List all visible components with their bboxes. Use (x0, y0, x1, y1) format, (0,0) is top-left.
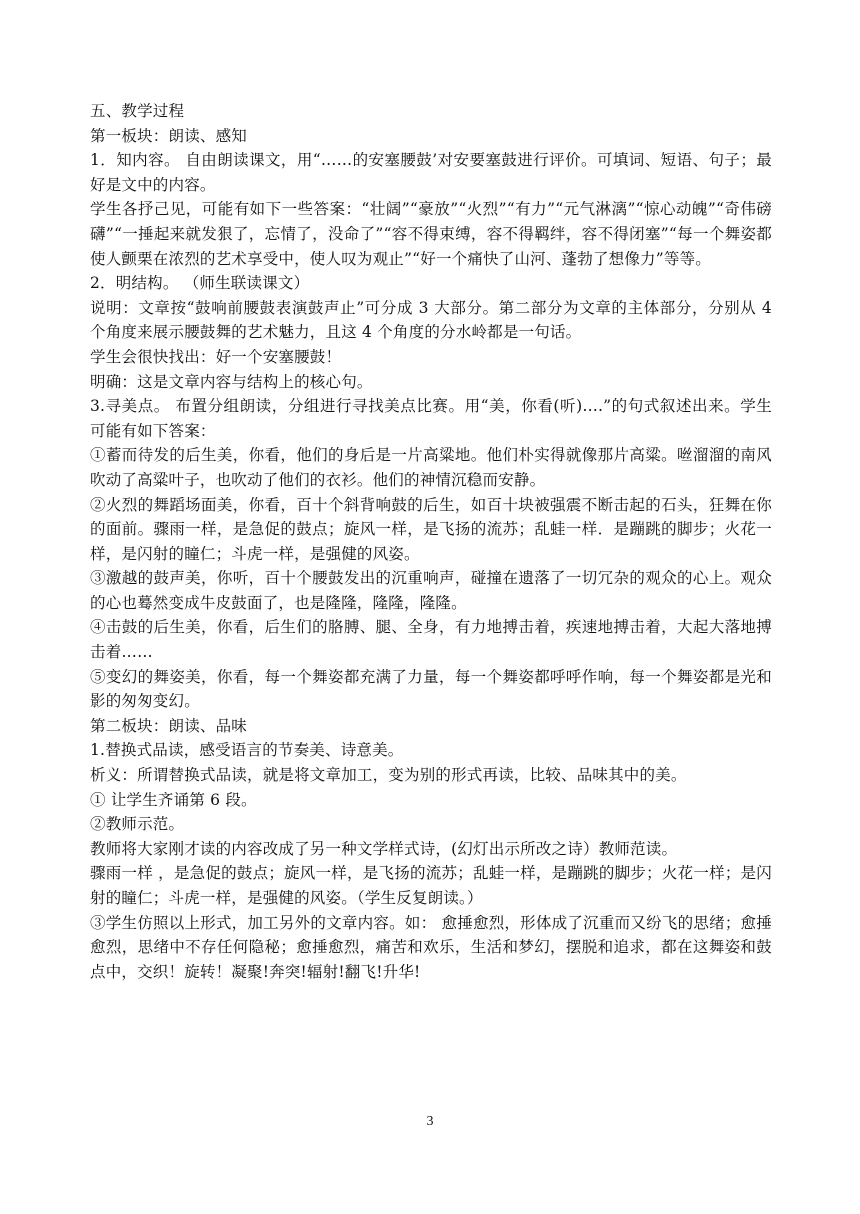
paragraph: 3.寻美点。 布置分组朗读，分组进行寻找美点比赛。用“美，你看(听)….”的句式叙述出来。学生可能有如下答案： (90, 397, 772, 440)
page-number: 3 (426, 1114, 434, 1129)
list-item: ②火烈的舞蹈场面美，你看，百十个斜背响鼓的后生，如百十块被强震不断击起的石头，狂舞在你的面前。骤雨一样，是急促的鼓点；旋风一样，是飞扬的流苏；乱蛙一样．是蹦跳的脚步；火花一样，是闪射的瞳仁；斗虎一样，是强健的风姿。 (90, 495, 772, 563)
list-item: ⑤变幻的舞姿美，你看，每一个舞姿都充满了力量，每一个舞姿都呼呼作响，每一个舞姿都是光和影的匆匆变幻。 (90, 667, 772, 711)
paragraph: 教师将大家刚才读的内容改成了另一种文学样式诗，(幻灯出示所改之诗）教师范读。 (90, 839, 678, 858)
list-item: ③激越的鼓声美，你听，百十个腰鼓发出的沉重响声，碰撞在遗落了一切冗杂的观众的心上。观众的心也蓦然变成牛皮鼓面了，也是隆隆，隆隆，隆隆。 (90, 569, 772, 612)
block-heading: 第二板块：朗读、品味 (90, 716, 248, 735)
paragraph: 2．明结构。 （师生联读课文） (90, 274, 310, 293)
paragraph: 析义：所谓替换式品读，就是将文章加工，变为别的形式再读，比较、品味其中的美。 (90, 766, 687, 785)
list-item: ③学生仿照以上形式，加工另外的文章内容。如： 愈捶愈烈，形体成了沉重而又纷飞的思绪；愈捶愈烈，思绪中不存任何隐秘；愈捶愈烈，痛苦和欢乐，生活和梦幻，摆脱和追求，都在这舞姿和鼓点中，交织！旋转！凝聚!奔突!辐射!翻飞!升华! (90, 913, 772, 981)
paragraph: 说明：文章按“鼓响前腰鼓表演鼓声止”可分成 3 大部分。第二部分为文章的主体部分，分别从 4 个角度来展示腰鼓舞的艺术魅力，且这 4 个角度的分水岭都是一句话。 (90, 298, 772, 342)
section-heading: 五、教学过程 (90, 102, 185, 120)
paragraph: 骤雨一样 ，是急促的鼓点；旋风一样，是飞扬的流苏；乱蛙一样，是蹦跳的脚步；火花一样；是闪射的瞳仁；斗虎一样，是强健的风姿。（学生反复朗读。） (90, 864, 772, 907)
paragraph: 1．知内容。 自由朗读课文，用“……的安塞腰鼓’对安要塞鼓进行评价。可填词、短语、句子；最好是文中的内容。 (90, 151, 772, 194)
list-item: ①蓄而待发的后生美，你看，他们的身后是一片高粱地。他们朴实得就像那片高粱。咝溜溜的南风吹动了高粱叶子，也吹动了他们的衣衫。他们的神情沉稳而安静。 (90, 446, 772, 489)
paragraph: 明确：这是文章内容与结构上的核心句。 (90, 372, 373, 391)
paragraph: 学生各抒己见，可能有如下一些答案：“壮阔”“豪放”“火烈”“有力”“元气淋漓”“惊心动魄”“奇伟磅礴”“一捶起来就发狠了，忘情了，没命了”“容不得束缚，容不得羁绊，容不得闭塞”“每一个舞姿都使人颤栗在浓烈的艺术享受中，使人叹为观止”“好一个痛快了山河、蓬勃了想像力”等等。 (90, 200, 772, 268)
list-item: ④击鼓的后生美，你看，后生们的胳膊、腿、全身，有力地搏击着，疾速地搏击着，大起大落地搏击着…… (90, 618, 772, 662)
list-item: ②教师示范。 (90, 815, 185, 834)
block-heading: 第一板块：朗读、感知 (90, 126, 248, 145)
paragraph: 1.替换式品读，感受语言的节奏美、诗意美。 (90, 741, 404, 760)
body-text (90, 99, 772, 984)
list-item: ① 让学生齐诵第 6 段。 (90, 790, 257, 809)
paragraph: 学生会很快找出：好一个安塞腰鼓！ (90, 347, 342, 366)
